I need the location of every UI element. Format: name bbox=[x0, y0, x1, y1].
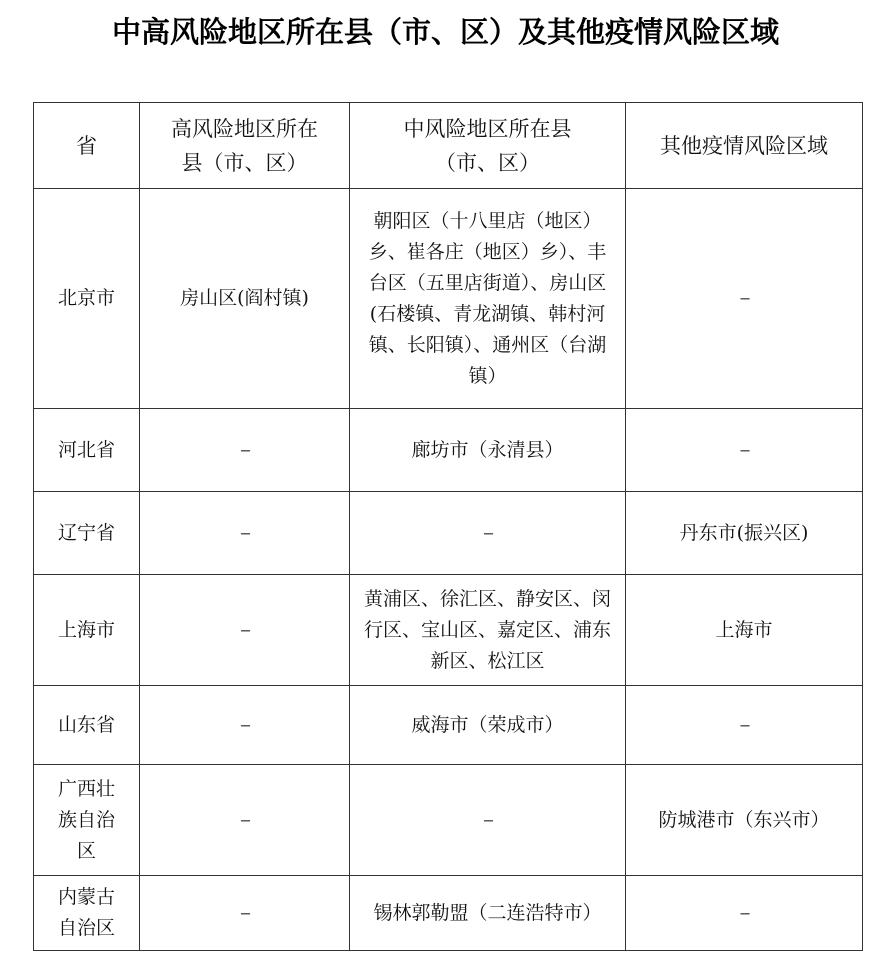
table-row bbox=[34, 575, 863, 686]
header-high-risk: 高风险地区所在县（市、区） bbox=[140, 103, 350, 189]
table-row bbox=[34, 686, 863, 765]
cell-province: 北京市 bbox=[34, 189, 140, 409]
table-row bbox=[34, 876, 863, 951]
cell-province: 内蒙古自治区 bbox=[34, 876, 140, 951]
cell-high-risk: 房山区(阎村镇) bbox=[140, 189, 350, 409]
table-row bbox=[34, 189, 863, 409]
cell-mid-risk: 锡林郭勒盟（二连浩特市） bbox=[350, 876, 626, 951]
cell-high-risk: -- bbox=[140, 492, 350, 575]
table-row bbox=[34, 765, 863, 876]
cell-mid-risk: -- bbox=[350, 765, 626, 876]
cell-high-risk: -- bbox=[140, 765, 350, 876]
cell-province: 山东省 bbox=[34, 686, 140, 765]
cell-other-risk: 丹东市(振兴区) bbox=[626, 492, 863, 575]
cell-high-risk: -- bbox=[140, 686, 350, 765]
cell-mid-risk: 廊坊市（永清县） bbox=[350, 409, 626, 492]
cell-high-risk: -- bbox=[140, 575, 350, 686]
header-mid-risk: 中风险地区所在县（市、区） bbox=[350, 103, 626, 189]
table-header-row bbox=[34, 103, 863, 189]
cell-other-risk: -- bbox=[626, 189, 863, 409]
cell-other-risk: -- bbox=[626, 686, 863, 765]
cell-other-risk: 防城港市（东兴市） bbox=[626, 765, 863, 876]
cell-mid-risk: 黄浦区、徐汇区、静安区、闵行区、宝山区、嘉定区、浦东新区、松江区 bbox=[350, 575, 626, 686]
table-row bbox=[34, 492, 863, 575]
table-row bbox=[34, 409, 863, 492]
cell-province: 广西壮族自治区 bbox=[34, 765, 140, 876]
header-other-risk: 其他疫情风险区域 bbox=[626, 103, 863, 189]
cell-other-risk: 上海市 bbox=[626, 575, 863, 686]
cell-high-risk: -- bbox=[140, 876, 350, 951]
cell-other-risk: -- bbox=[626, 409, 863, 492]
cell-province: 河北省 bbox=[34, 409, 140, 492]
cell-province: 上海市 bbox=[34, 575, 140, 686]
cell-mid-risk: 朝阳区（十八里店（地区）乡、崔各庄（地区）乡）、丰台区（五里店街道）、房山区(石楼镇、青龙湖镇、韩村河镇、长阳镇）、通州区（台湖镇） bbox=[350, 189, 626, 409]
cell-mid-risk: 威海市（荣成市） bbox=[350, 686, 626, 765]
cell-high-risk: -- bbox=[140, 409, 350, 492]
cell-mid-risk: -- bbox=[350, 492, 626, 575]
risk-region-table bbox=[33, 102, 863, 951]
cell-other-risk: -- bbox=[626, 876, 863, 951]
page-title: 中高风险地区所在县（市、区）及其他疫情风险区域 bbox=[111, 15, 779, 49]
header-province: 省 bbox=[34, 103, 140, 189]
cell-province: 辽宁省 bbox=[34, 492, 140, 575]
